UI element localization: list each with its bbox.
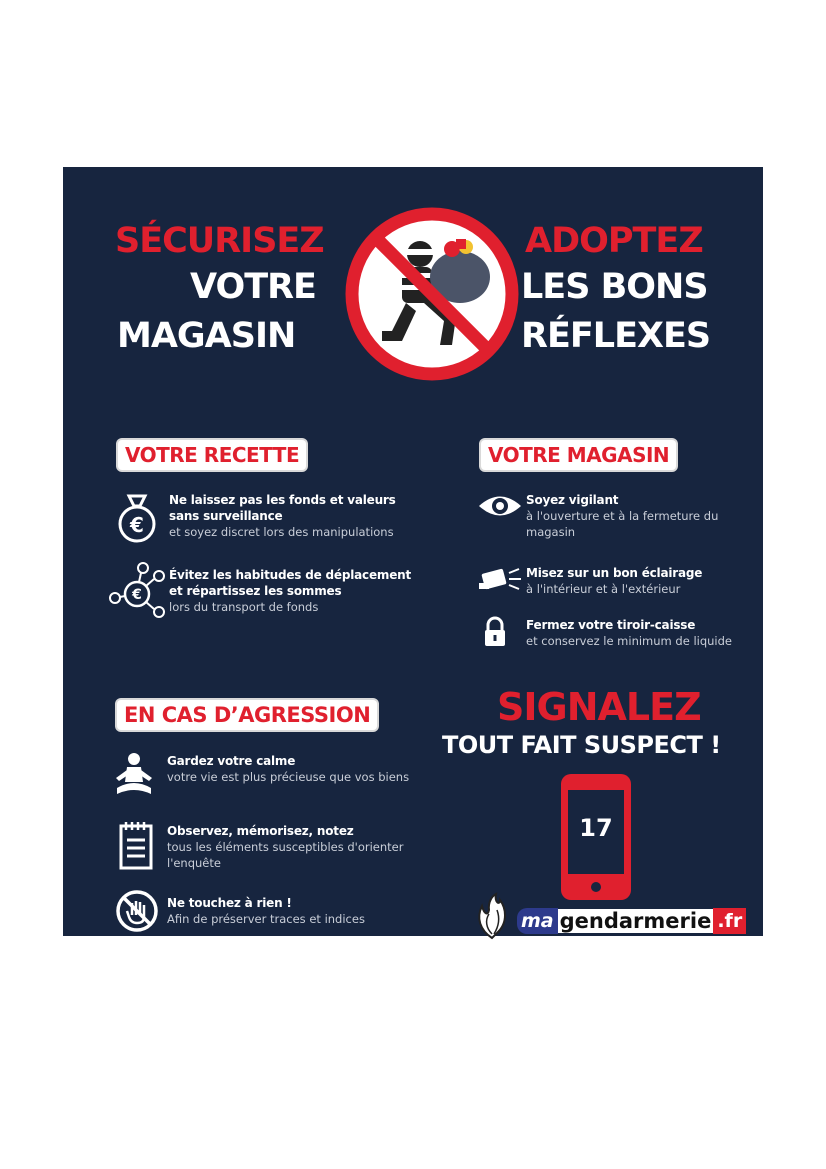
- meditation-icon: [113, 752, 155, 798]
- magasin-item-2-title: Misez sur un bon éclairage: [526, 566, 703, 580]
- header-right-line3: RÉFLEXES: [521, 316, 711, 356]
- agression-item-3-text: Afin de préserver traces et indices: [167, 912, 365, 926]
- money-bag-euro-icon: [113, 492, 161, 544]
- recette-item-1-title: Ne laissez pas les fonds et valeurs sans surveillance: [169, 493, 396, 523]
- header-left-line3: MAGASIN: [117, 316, 296, 356]
- agression-item-3-title: Ne touchez à rien !: [167, 896, 292, 910]
- phone-screen: [568, 790, 624, 874]
- svg-text:€: €: [132, 587, 142, 603]
- agression-item-3: [167, 895, 437, 927]
- agression-item-2-title: Observez, mémorisez, notez: [167, 824, 354, 838]
- header-left-line1: SÉCURISEZ: [115, 221, 324, 261]
- notepad-icon: [118, 820, 154, 870]
- recette-item-2-text: lors du transport de fonds: [169, 600, 319, 614]
- recette-item-2: [169, 567, 419, 615]
- phone-home-button: [591, 882, 601, 892]
- recette-item-2-title: Évitez les habitudes de déplacement et répartissez les sommes: [169, 568, 412, 598]
- gendarmerie-logo[interactable]: [517, 904, 750, 938]
- header-left-line2: VOTRE: [190, 267, 316, 307]
- padlock-icon: [483, 616, 507, 648]
- agression-item-2: [167, 823, 437, 871]
- recette-item-1-text: et soyez discret lors des manipulations: [169, 525, 394, 539]
- logo-gendarmerie: gendarmerie: [559, 909, 712, 933]
- header-right-line2: LES BONS: [521, 267, 708, 307]
- agression-item-1-text: votre vie est plus précieuse que vos biens: [167, 770, 410, 784]
- magasin-item-1: [526, 492, 751, 540]
- magasin-item-3-title: Fermez votre tiroir-caisse: [526, 618, 696, 632]
- no-theft-icon: [340, 199, 525, 389]
- recette-heading: VOTRE RECETTE: [118, 440, 306, 470]
- magasin-item-1-text: à l'ouverture et à la fermeture du magasin: [526, 509, 719, 539]
- magasin-item-3-text: et conservez le minimum de liquide: [526, 634, 732, 648]
- agression-heading: EN CAS D’AGRESSION: [117, 700, 377, 730]
- euro-network-icon: [107, 562, 167, 624]
- logo-fr: .fr: [713, 908, 746, 934]
- prevention-poster: [63, 167, 763, 936]
- light-projector-icon: [477, 565, 523, 595]
- gendarmerie-flame-icon: [472, 892, 512, 940]
- recette-item-1: [169, 492, 409, 540]
- magasin-item-3: [526, 617, 756, 649]
- signal-line1: SIGNALEZ: [497, 685, 701, 729]
- no-touch-icon: [115, 889, 159, 933]
- phone-icon: [561, 774, 631, 900]
- magasin-item-2: [526, 565, 751, 597]
- agression-item-1: [167, 753, 437, 785]
- agression-item-2-text: tous les éléments susceptibles d'orienter l'enquête: [167, 840, 404, 870]
- magasin-item-1-title: Soyez vigilant: [526, 493, 619, 507]
- svg-text:€: €: [130, 513, 144, 537]
- eye-icon: [477, 493, 523, 519]
- logo-ma: ma: [517, 908, 558, 934]
- header-right-line1: ADOPTEZ: [525, 221, 703, 261]
- agression-item-1-title: Gardez votre calme: [167, 754, 296, 768]
- signal-line2: TOUT FAIT SUSPECT !: [442, 731, 721, 759]
- magasin-heading: VOTRE MAGASIN: [481, 440, 676, 470]
- emergency-number: 17: [579, 814, 613, 842]
- magasin-item-2-text: à l'intérieur et à l'extérieur: [526, 582, 681, 596]
